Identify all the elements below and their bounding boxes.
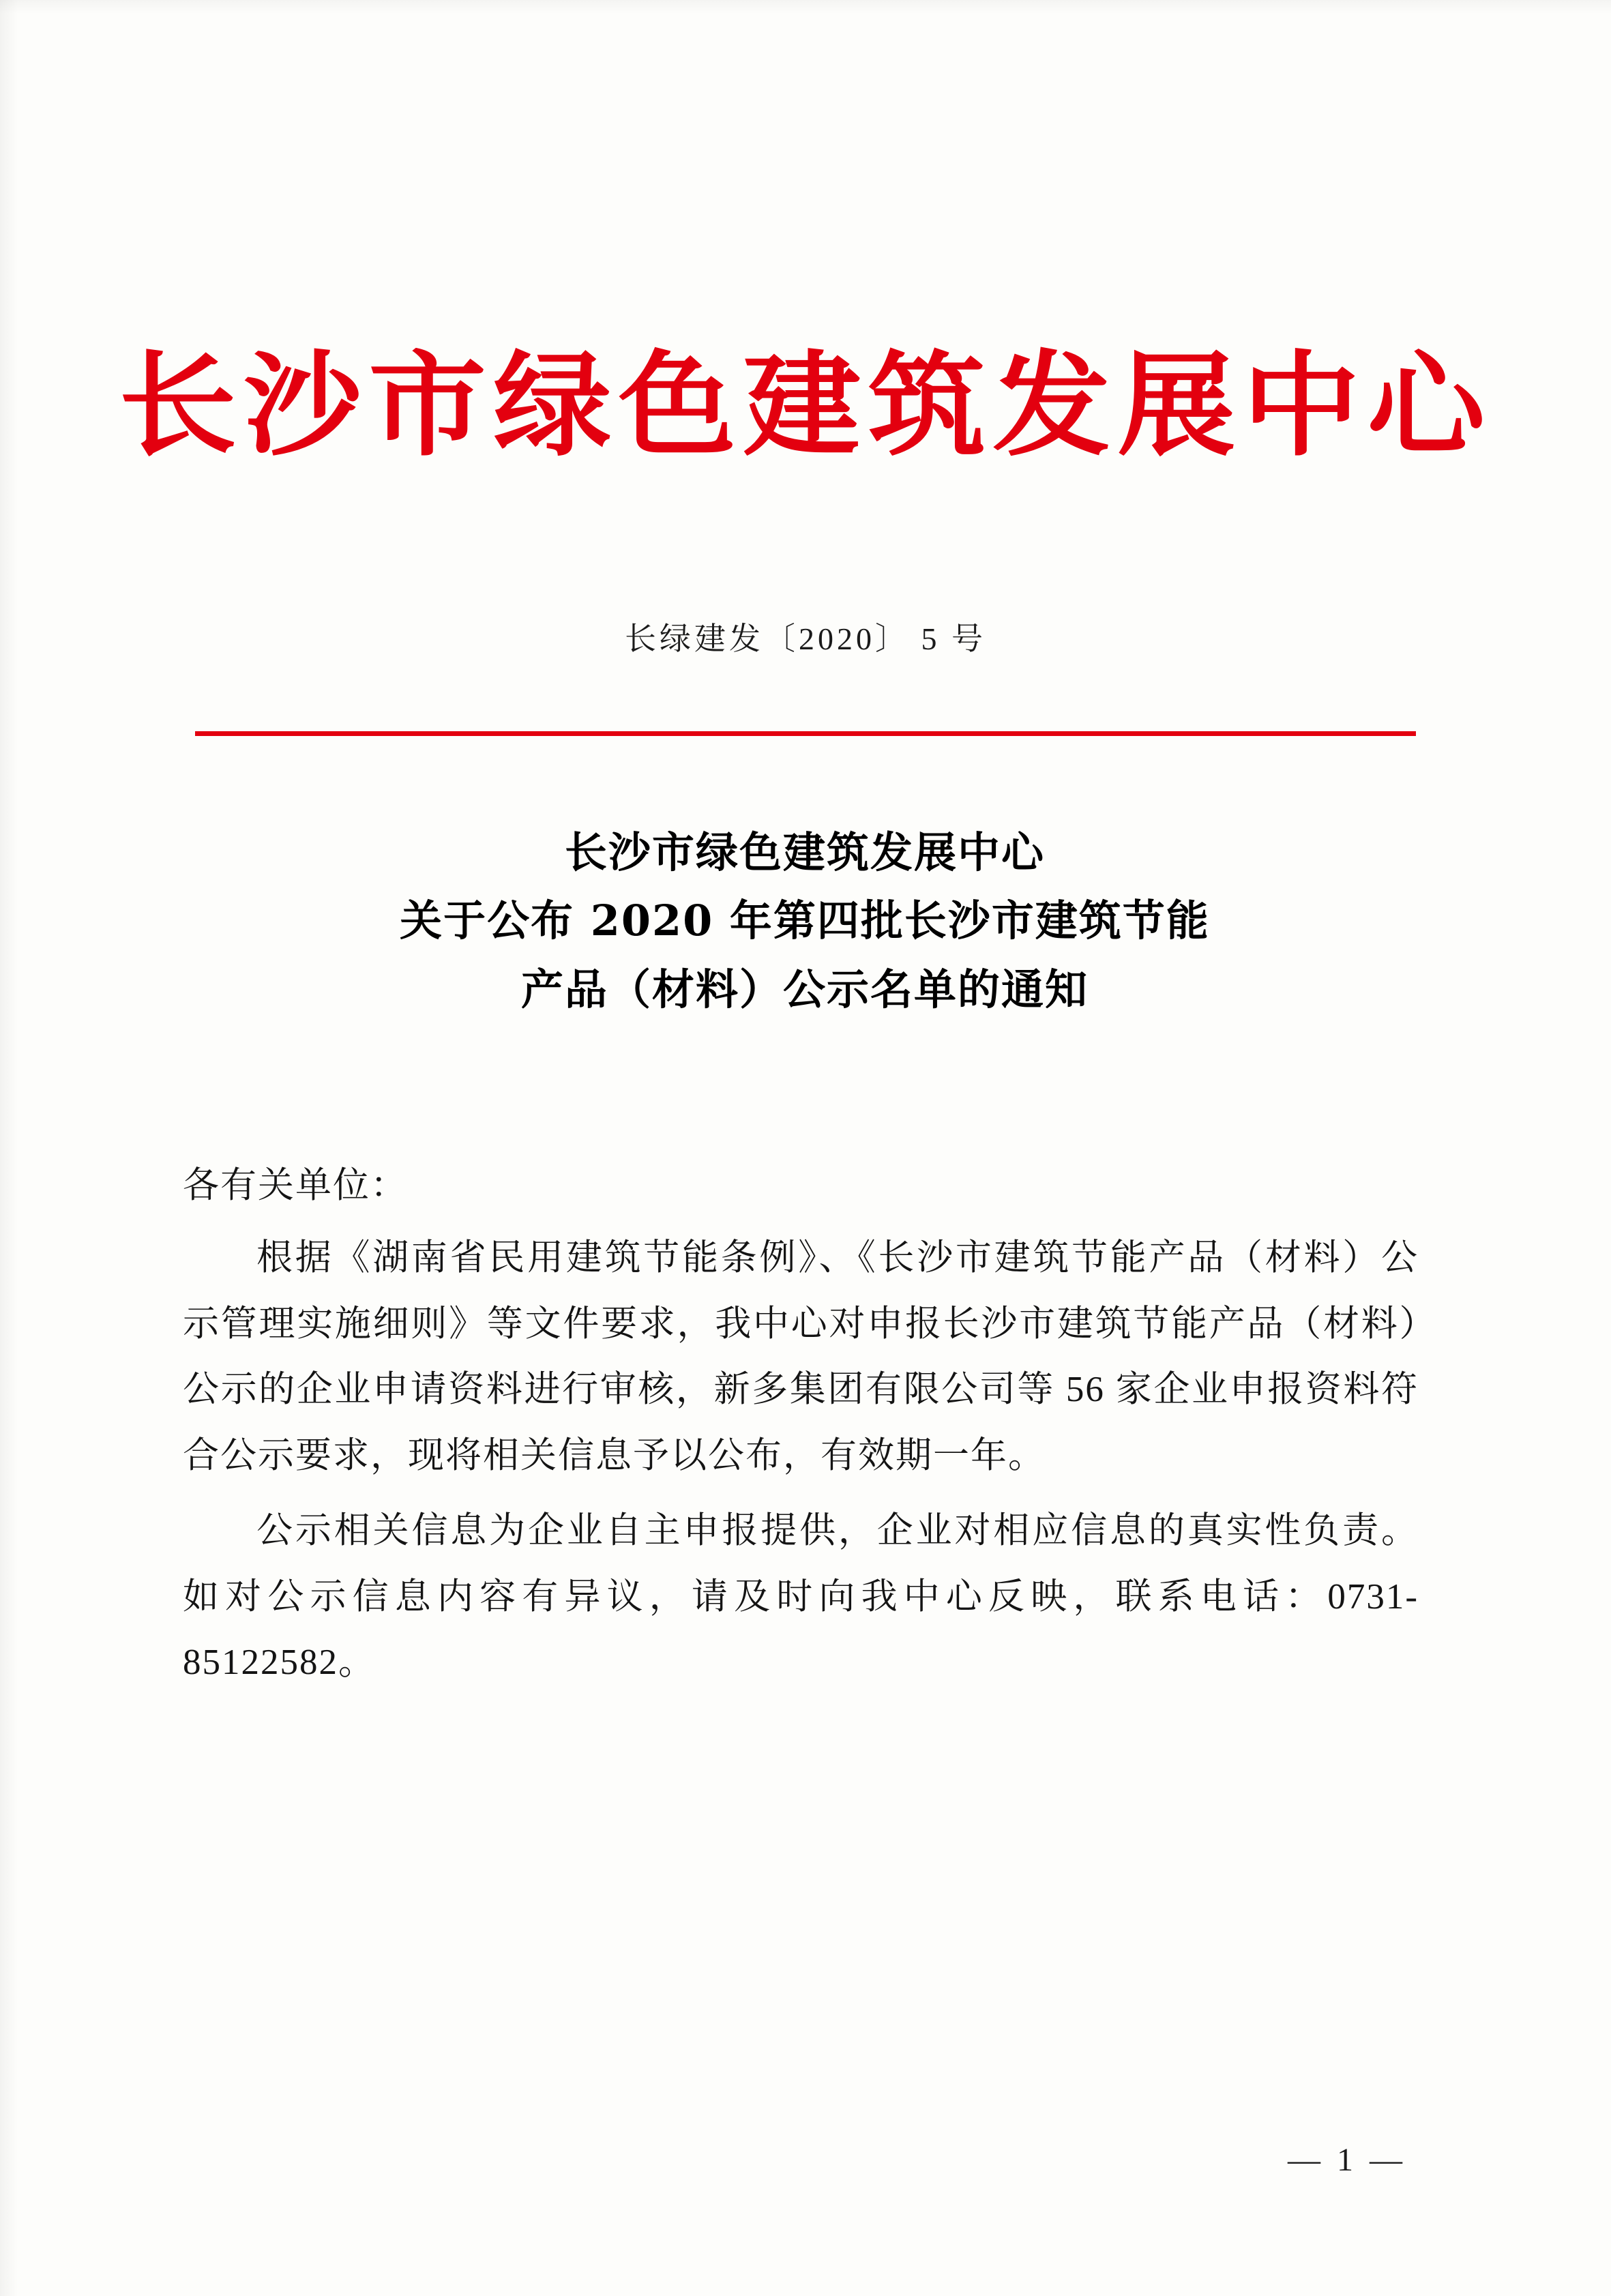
- document-body: [183, 1153, 1419, 1696]
- page-title: [205, 819, 1405, 1024]
- salutation: 各有关单位：: [183, 1166, 408, 1205]
- letterhead: [0, 339, 1611, 472]
- body-paragraph-1: 根据《湖南省民用建筑节能条例》、《长沙市建筑节能产品（材料）公示管理实施细则》等文件要求，我中心对申报长沙市建筑节能产品（材料）公示的企业申请资料进行审核，新多集团有限公司等 56 家企业申报资料符合公示要求，现将相关信息予以公布，有效期一年。: [183, 1238, 1419, 1475]
- letterhead-organization: 长沙市绿色建筑发展中心: [119, 339, 1492, 472]
- page-number: — 1 —: [1288, 2142, 1406, 2178]
- page-title-line-2: 关于公布 2020 年第四批长沙市建筑节能: [400, 896, 1210, 946]
- red-divider-rule: [195, 731, 1416, 736]
- page-title-line-3: 产品（材料）公示名单的通知: [520, 964, 1089, 1014]
- scan-edge-top: [0, 0, 1611, 14]
- document-number: 长绿建发〔2020〕 5 号: [625, 621, 986, 656]
- page-title-line-1: 长沙市绿色建筑发展中心: [564, 827, 1045, 877]
- body-paragraph-2: 公示相关信息为企业自主申报提供，企业对相应信息的真实性负责。如对公示信息内容有异议，请及时向我中心反映，联系电话：0731-85122582。: [183, 1511, 1419, 1683]
